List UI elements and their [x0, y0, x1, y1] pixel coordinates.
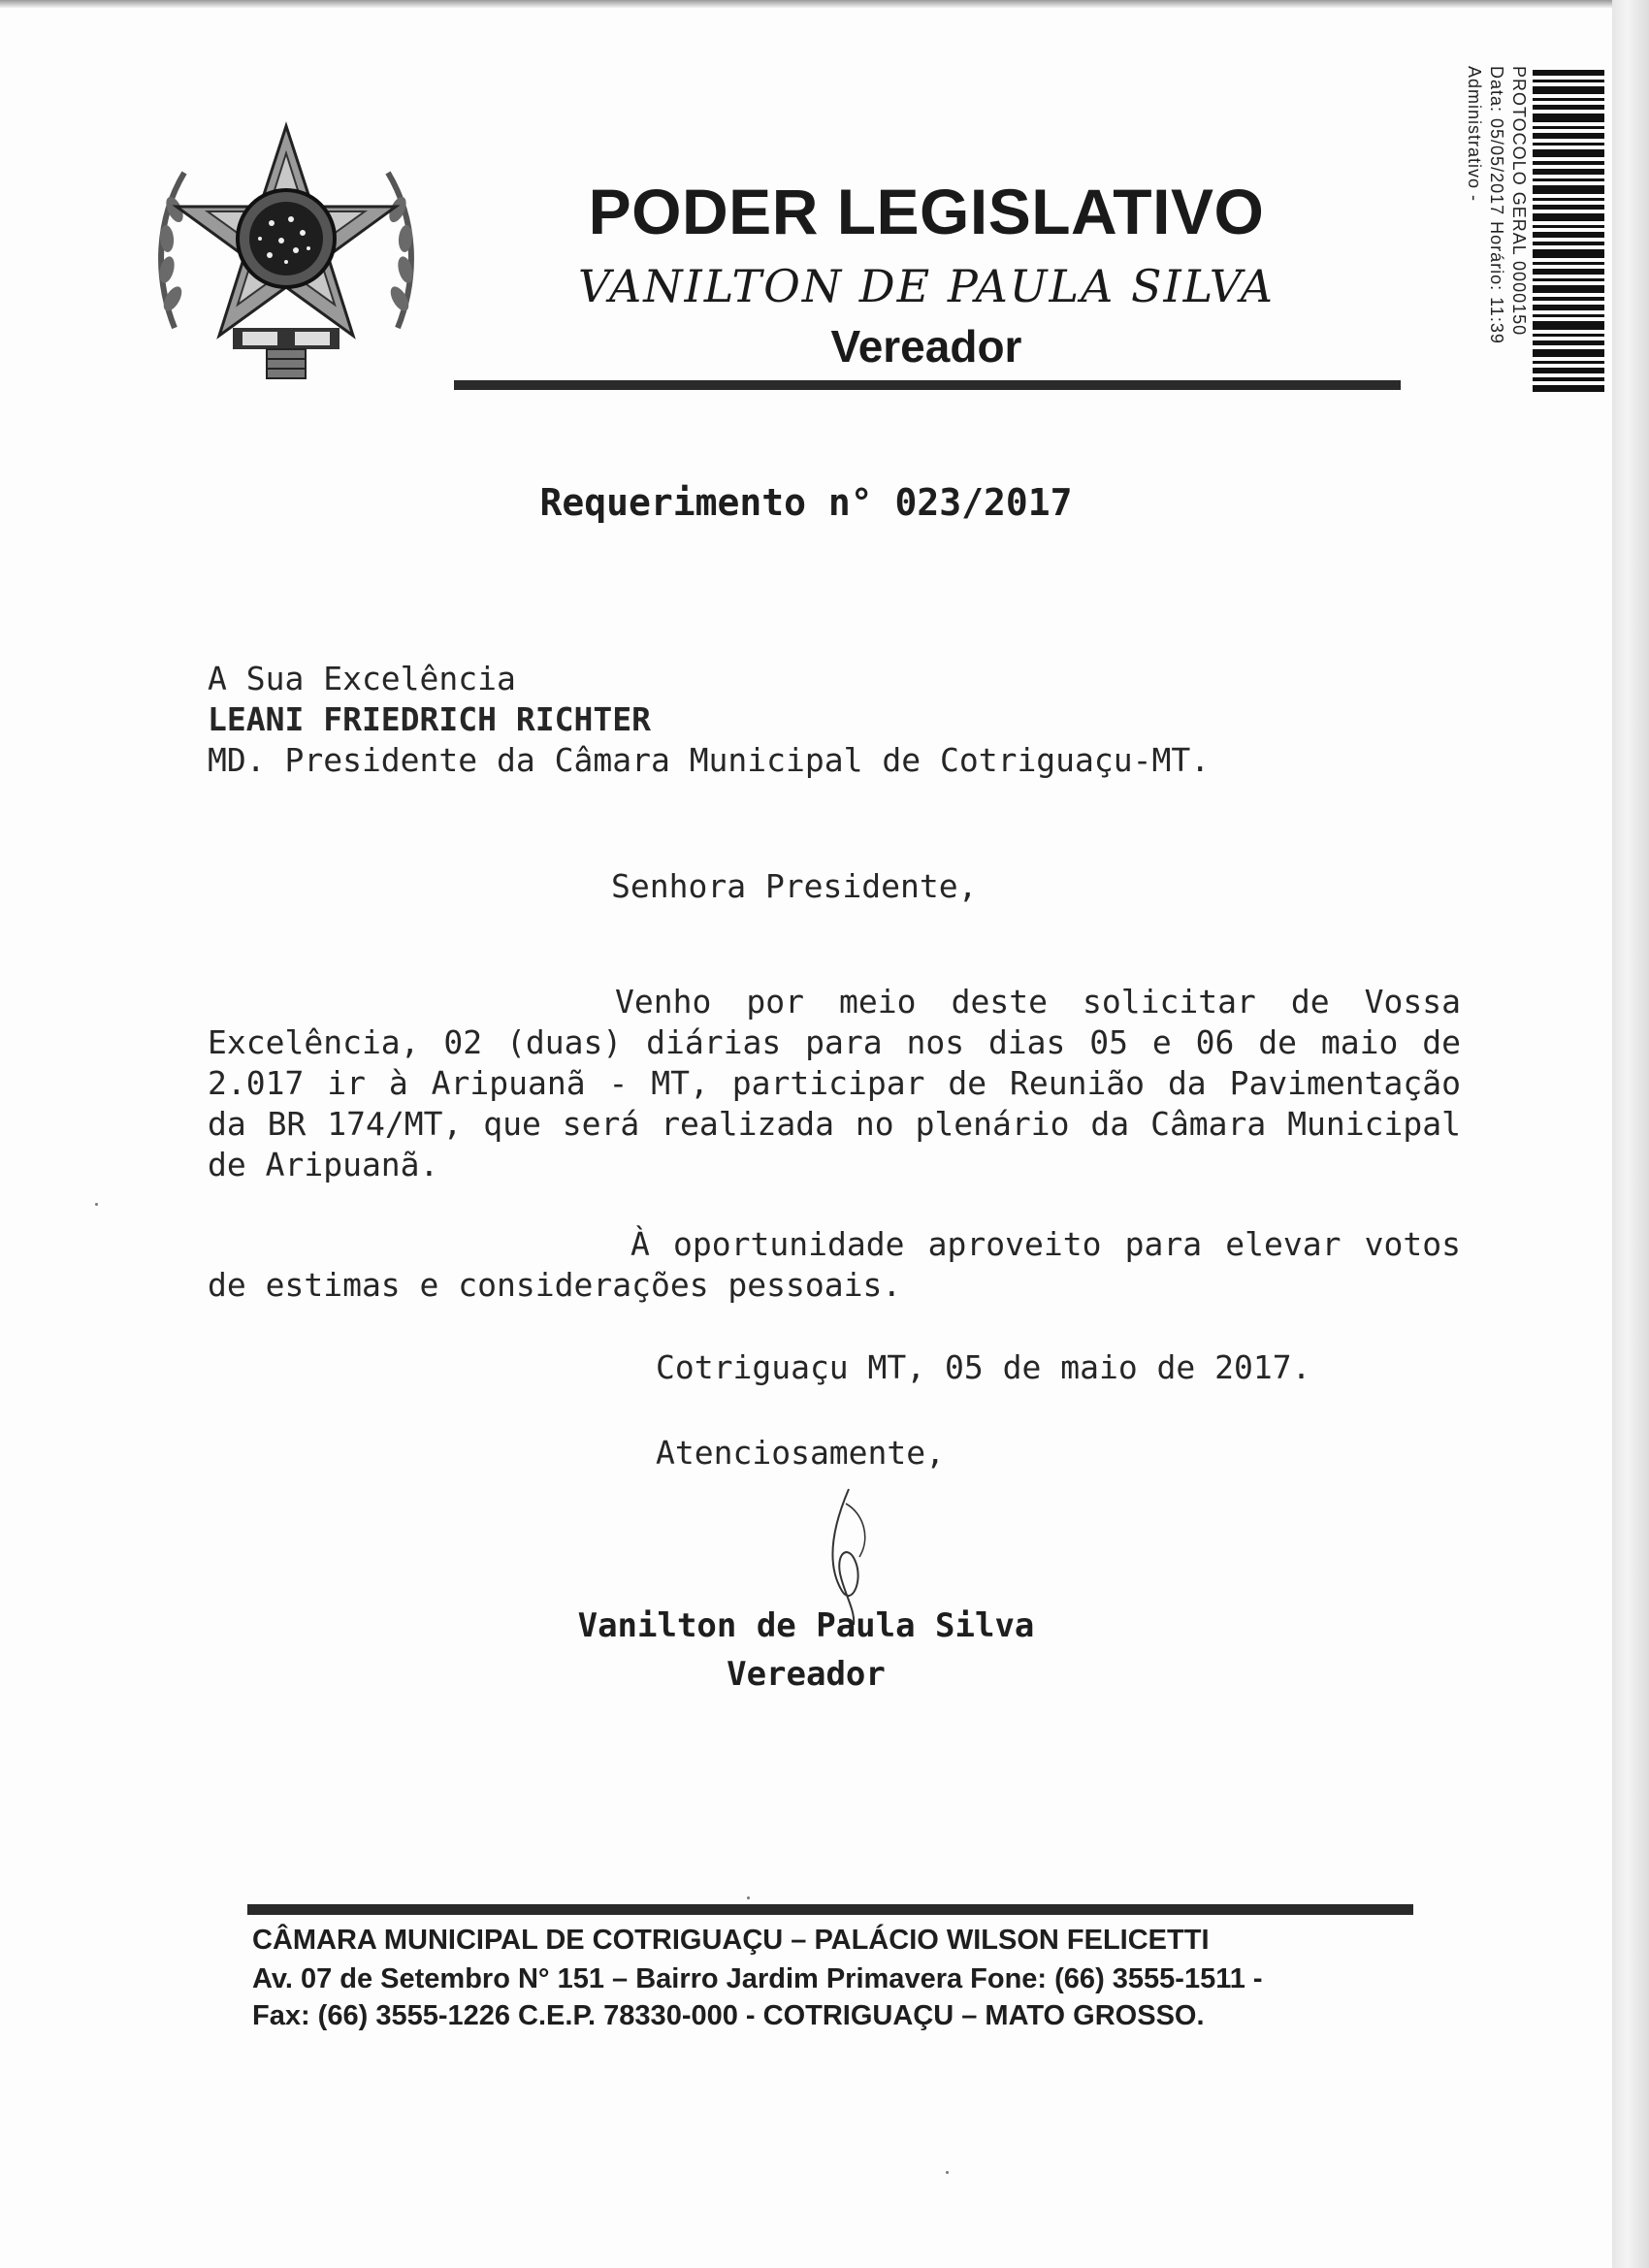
closing-salutation: Atenciosamente,	[656, 1434, 946, 1472]
protocol-stamp-line3: Administrativo -	[1465, 66, 1484, 203]
scan-speck	[747, 1896, 750, 1899]
request-paragraph: Venho por meio deste solicitar de Vossa Excelência, 02 (duas) diárias para nos dias 05 e 06 de maio de 2.017 ir à Aripuanã - MT, participar de Reunião da Pavimentação da BR 174/MT, que será realizada no plenário da Câmara Municipal de Aripuanã.	[208, 983, 1461, 1183]
place-and-date: Cotriguaçu MT, 05 de maio de 2017.	[656, 1348, 1311, 1386]
page-edge	[1612, 0, 1649, 2268]
header-role: Vereador	[830, 321, 1022, 372]
header-title: PODER LEGISLATIVO	[588, 176, 1265, 247]
signer-role: Vereador	[727, 1655, 886, 1694]
protocol-stamp-line2: Data: 05/05/2017 Horário: 11:39	[1487, 66, 1506, 344]
document-title: Requerimento n° 023/2017	[539, 481, 1073, 524]
barcode-icon	[1533, 70, 1604, 392]
protocol-stamp	[1463, 66, 1530, 344]
footer-divider	[247, 1904, 1413, 1915]
header-councilor-name: VANILTON DE PAULA SILVA	[577, 260, 1276, 312]
footer-address: Av. 07 de Setembro N° 151 – Bairro Jardim Primavera Fone: (66) 3555-1511 -	[252, 1963, 1263, 1994]
footer-institution: CÂMARA MUNICIPAL DE COTRIGUAÇU – PALÁCIO WILSON FELICETTI	[252, 1925, 1210, 1956]
coat-of-arms-emblem	[146, 114, 427, 396]
scan-top-strip	[0, 0, 1612, 8]
greeting: Senhora Presidente,	[611, 867, 978, 905]
scan-speck	[95, 1203, 98, 1206]
recipient-name: LEANI FRIEDRICH RICHTER	[208, 700, 651, 738]
recipient-salutation: A Sua Excelência	[208, 660, 516, 697]
header-divider	[454, 380, 1401, 390]
scan-speck	[946, 2171, 949, 2174]
signer-name: Vanilton de Paula Silva	[577, 1606, 1035, 1645]
recipient-position: MD. Presidente da Câmara Municipal de Cotriguaçu-MT.	[208, 741, 1211, 779]
footer-fax-cep: Fax: (66) 3555-1226 C.E.P. 78330-000 - COTRIGUAÇU – MATO GROSSO.	[252, 2000, 1205, 2031]
protocol-stamp-line1: PROTOCOLO GERAL 0000150	[1509, 66, 1529, 337]
closing-paragraph: À oportunidade aproveito para elevar votos de estimas e considerações pessoais.	[208, 1225, 1461, 1304]
